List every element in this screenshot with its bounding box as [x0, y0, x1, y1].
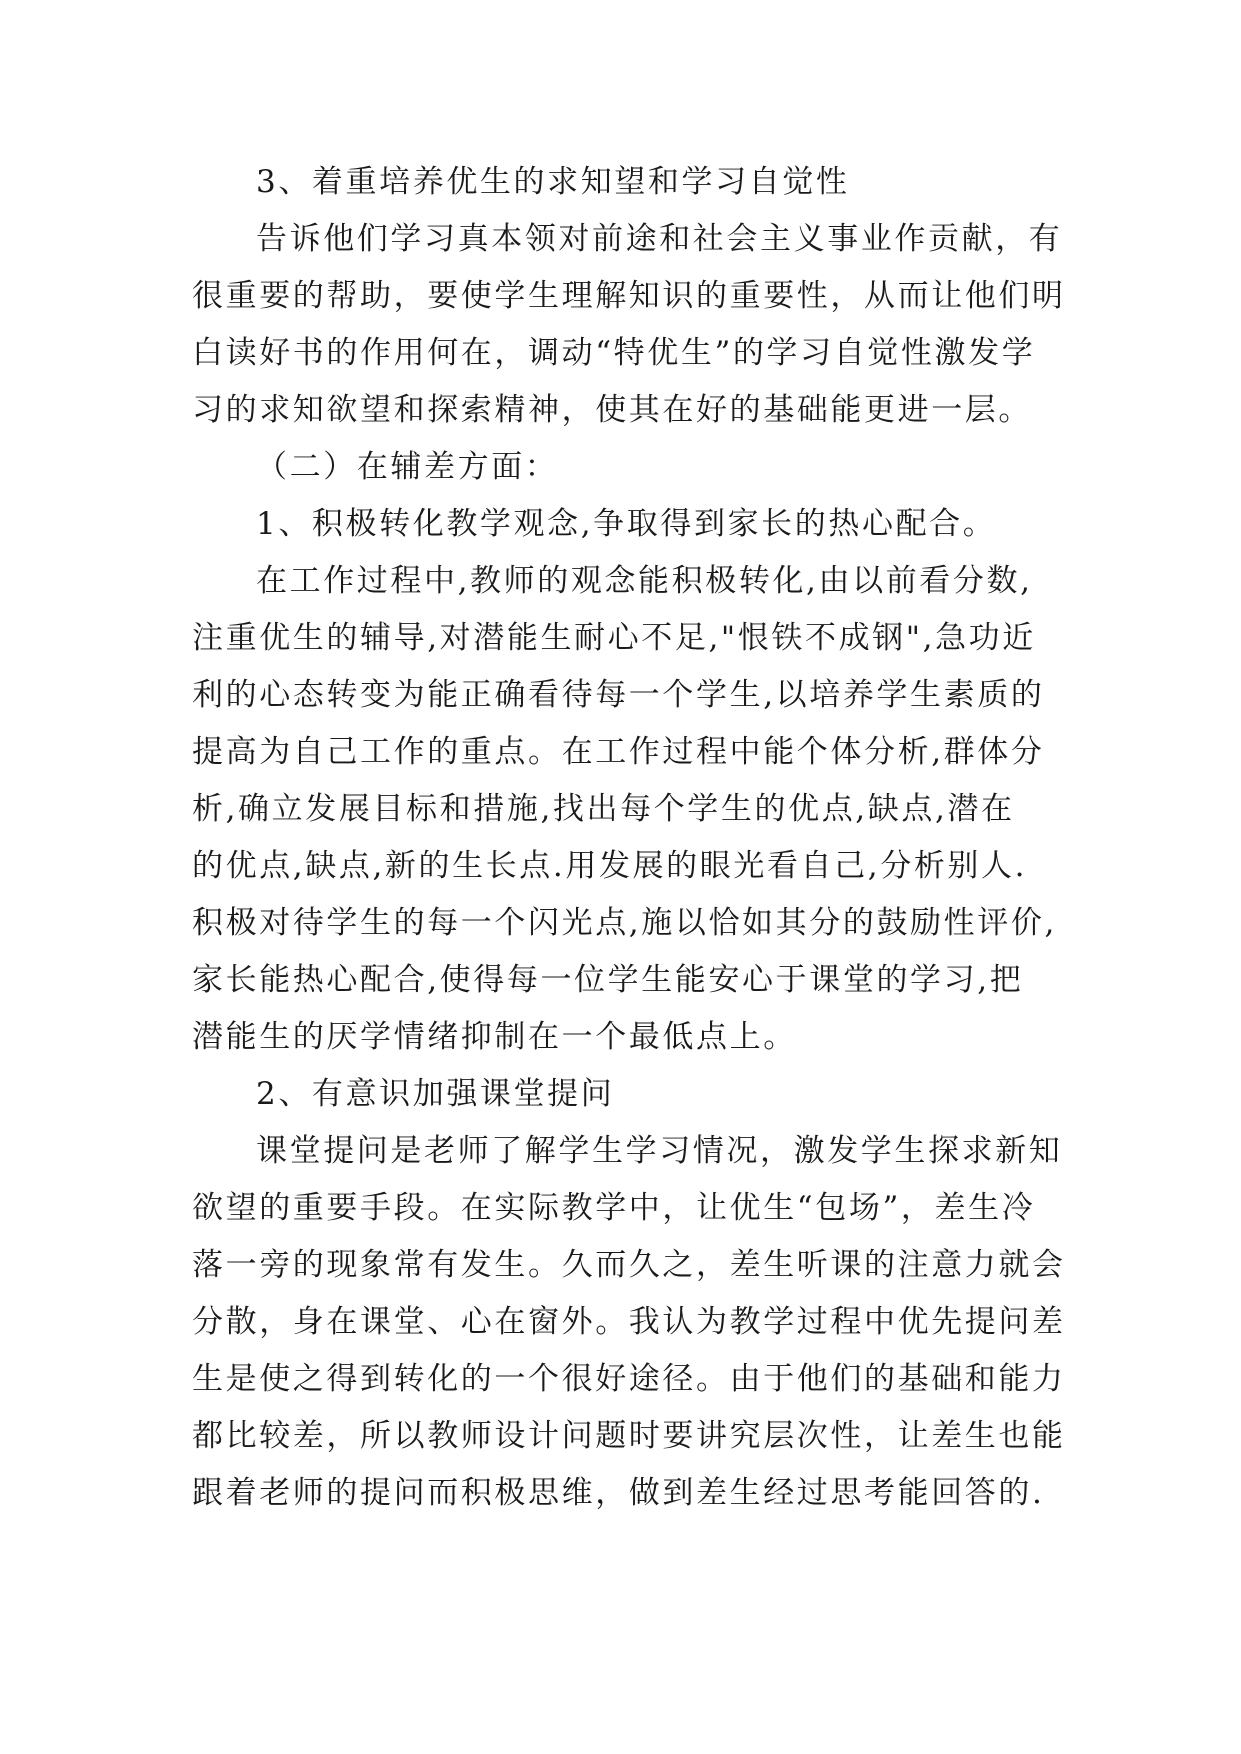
paragraph-line: 利的心态转变为能正确看待每一个学生,以培养学生素质的: [192, 677, 1045, 713]
paragraph-line: 析,确立发展目标和措施,找出每个学生的优点,缺点,潜在: [192, 791, 1015, 827]
paragraph-line: 告诉他们学习真本领对前途和社会主义事业作贡献，有: [256, 221, 1063, 257]
paragraph-line: 提高为自己工作的重点。在工作过程中能个体分析,群体分: [192, 734, 1045, 770]
paragraph-line: 在工作过程中,教师的观念能积极转化,由以前看分数,: [256, 563, 1033, 599]
heading-2-classroom-questioning: 2、有意识加强课堂提问: [256, 1076, 615, 1112]
paragraph-line: 落一旁的现象常有发生。久而久之，差生听课的注意力就会: [192, 1247, 1066, 1283]
paragraph-line: 习的求知欲望和探索精神，使其在好的基础能更进一层。: [192, 392, 1032, 428]
section-heading-2-remedial: （二）在辅差方面：: [256, 449, 559, 485]
heading-3-cultivate-top-students: 3、着重培养优生的求知望和学习自觉性: [256, 164, 850, 200]
paragraph-line: 都比较差，所以教师设计问题时要讲究层次性，让差生也能: [192, 1418, 1066, 1454]
paragraph-line: 家长能热心配合,使得每一位学生能安心于课堂的学习,把: [192, 962, 1024, 998]
paragraph-line: 白读好书的作用何在，调动“特优生”的学习自觉性激发学: [192, 335, 1036, 371]
paragraph-line: 潜能生的厌学情绪抑制在一个最低点上。: [192, 1019, 797, 1055]
paragraph-line: 生是使之得到转化的一个很好途径。由于他们的基础和能力: [192, 1361, 1066, 1397]
paragraph-line: 课堂提问是老师了解学生学习情况，激发学生探求新知: [256, 1133, 1063, 1169]
paragraph-line: 分散，身在课堂、心在窗外。我认为教学过程中优先提问差: [192, 1304, 1066, 1340]
paragraph-line: 欲望的重要手段。在实际教学中，让优生“包场”，差生冷: [192, 1190, 1036, 1226]
paragraph-line: 跟着老师的提问而积极思维，做到差生经过思考能回答的.: [192, 1475, 1045, 1511]
body-text: [192, 154, 1066, 1522]
paragraph-line: 的优点,缺点,新的生长点.用发展的眼光看自己,分析别人.: [192, 848, 1028, 884]
paragraph-line: 注重优生的辅导,对潜能生耐心不足,"恨铁不成钢",急功近: [192, 620, 1036, 656]
paragraph-line: 很重要的帮助，要使学生理解知识的重要性，从而让他们明: [192, 278, 1066, 314]
paragraph-line: 积极对待学生的每一个闪光点,施以恰如其分的鼓励性评价,: [192, 905, 1057, 941]
heading-1-change-teaching-concepts: 1、积极转化教学观念,争取得到家长的热心配合。: [256, 506, 997, 542]
